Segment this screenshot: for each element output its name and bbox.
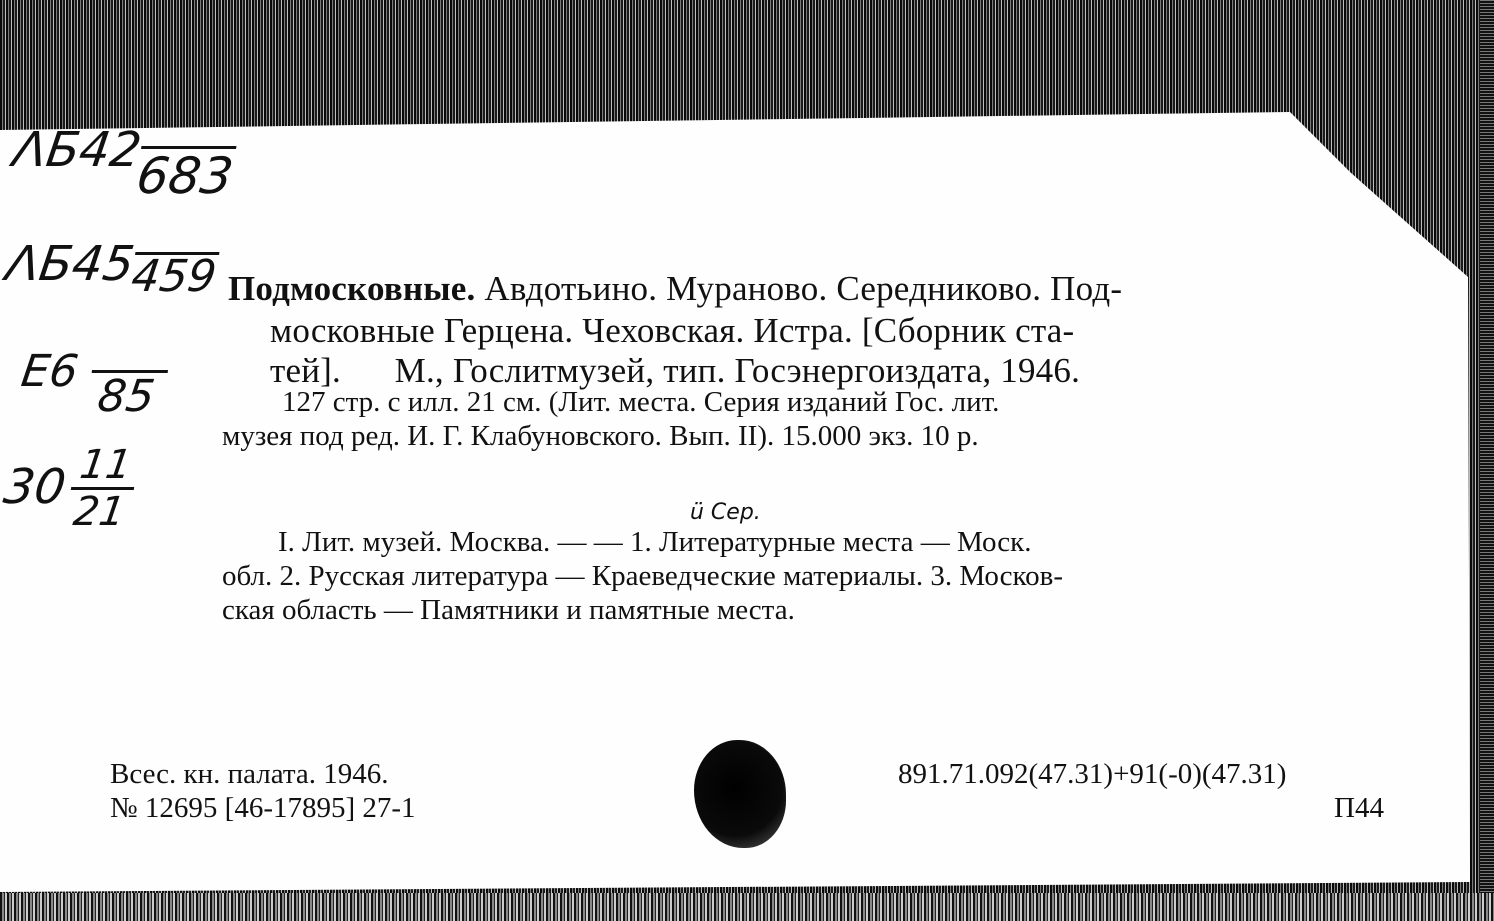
classification-code: 891.71.092(47.31)+91(-0)(47.31) — [898, 758, 1287, 790]
scanner-edge-right — [1480, 0, 1494, 921]
call-number-1-prefix: ΛБ42 — [9, 122, 145, 178]
accession-date-numerator: 11 — [71, 445, 140, 490]
subjects-line-3: ская область — Памятники и памятные места. — [222, 594, 795, 626]
subjects-line-1: I. Лит. музей. Москва. — — 1. Литературные места — Моск. — [278, 526, 1032, 558]
accession-date — [0, 442, 140, 535]
entry-line-2: московные Герцена. Чеховская. Истра. [Сборник ста- — [270, 311, 1075, 350]
scanner-edge-bottom — [0, 893, 1494, 921]
entry-title: Подмосковные. — [228, 269, 476, 308]
entry-line-1 — [228, 268, 1122, 309]
entry-line-4: 127 стр. с илл. 21 см. (Лит. места. Серия изданий Гос. лит. — [282, 386, 1000, 418]
call-number-2-denominator: 459 — [128, 251, 220, 302]
subjects-line-2: обл. 2. Русская литература — Краеведческие материалы. 3. Москов- — [222, 560, 1063, 592]
accession-date-denominator: 21 — [70, 489, 128, 535]
entry-line-1-rest: Авдотьино. Мураново. Середниково. Под- — [475, 269, 1123, 308]
shelf-mark-prefix: Е6 — [18, 346, 82, 397]
call-number-2-prefix: ΛБ45 — [2, 236, 138, 292]
entry-line-3: тей]. М., Гослитмузей, тип. Госэнергоиздата, 1946. — [270, 351, 1081, 390]
book-chamber: Всес. кн. палата. 1946. — [110, 758, 389, 790]
registration-number: № 12695 [46-17895] 27-1 — [110, 792, 416, 824]
accession-date-whole: 30 — [0, 459, 70, 515]
shelf-mark — [15, 346, 170, 422]
author-code: П44 — [1334, 792, 1384, 824]
call-number-1 — [7, 122, 240, 205]
call-number-1-denominator: 683 — [133, 147, 237, 205]
entry-line-5: музея под ред. И. Г. Клабуновского. Вып. II). 15.000 экз. 10 р. — [222, 420, 979, 452]
call-number-2 — [2, 236, 221, 302]
shelf-mark-denominator: 85 — [85, 370, 168, 419]
series-annotation: ü Сер. — [690, 500, 761, 525]
